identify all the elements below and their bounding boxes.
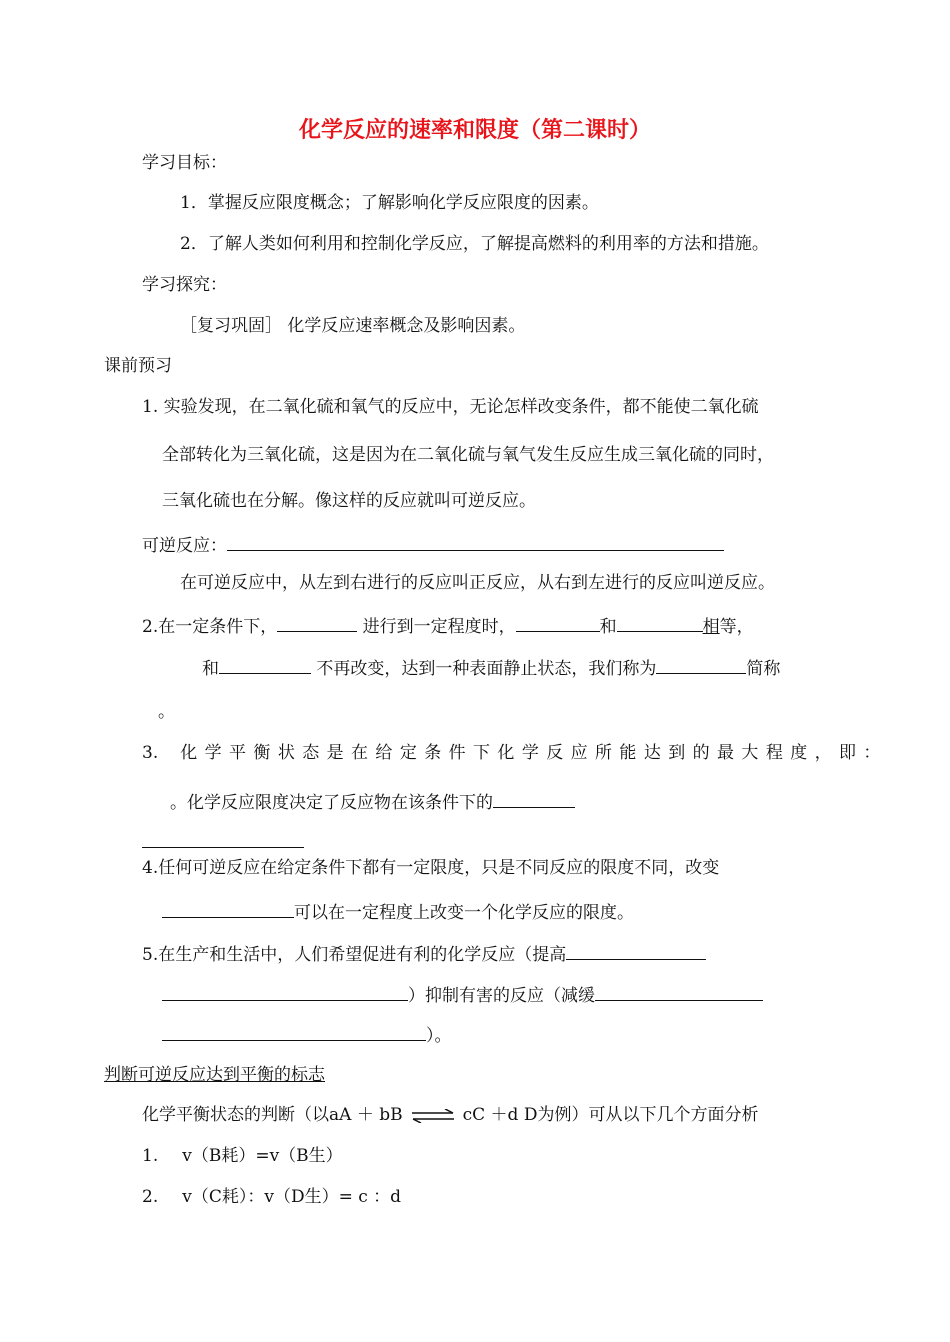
- criterion-number: 2.: [142, 1187, 159, 1207]
- review-line: ［复习巩固］ 化学反应速率概念及影响因素。: [180, 316, 526, 336]
- answer-blank[interactable]: [227, 531, 724, 551]
- answer-blank[interactable]: [162, 981, 408, 1001]
- p2-text-c: 和: [599, 617, 617, 637]
- criterion-item-1: [142, 1144, 343, 1168]
- paragraph-2-line-2: [202, 654, 780, 681]
- equation-left: 化学平衡状态的判断（以aA ＋ bB: [142, 1105, 403, 1125]
- p2-text-e: 等，: [719, 617, 754, 637]
- p3-text-2: 。化学反应限度决定了反应物在该条件下的: [170, 793, 493, 813]
- p4-text: 可以在一定程度上改变一个化学反应的限度。: [294, 903, 634, 923]
- paragraph-4-line-2: [162, 898, 634, 925]
- goals-heading: 学习目标：: [142, 153, 227, 173]
- answer-blank[interactable]: [142, 847, 304, 848]
- paragraph-3-line-1: [142, 741, 888, 765]
- answer-blank[interactable]: [162, 898, 294, 918]
- p5-text-3: ）。: [426, 1026, 452, 1046]
- paragraph-2-end: 。: [158, 702, 175, 722]
- answer-blank[interactable]: [277, 612, 357, 632]
- paragraph-2-line-1: [142, 612, 754, 639]
- paragraph-3-line-2: [170, 788, 575, 815]
- equilibrium-equation-line: [142, 1103, 758, 1127]
- answer-blank[interactable]: [219, 654, 311, 674]
- reversible-note: 在可逆反应中，从左到右进行的反应叫正反应，从右到左进行的反应叫逆反应。: [180, 573, 775, 593]
- answer-blank[interactable]: [566, 940, 706, 960]
- p3-text: 化学平衡状态是在给定条件下化学反应所能达到的最大程度，即：: [180, 743, 888, 763]
- page-title: 化学反应的速率和限度（第二课时）: [298, 118, 651, 143]
- judge-heading: 判断可逆反应达到平衡的标志: [104, 1065, 325, 1085]
- reversible-label: 可逆反应：: [142, 536, 227, 556]
- criterion-text: v（B耗）=v（B生）: [182, 1146, 343, 1166]
- criterion-number: 1.: [142, 1146, 159, 1166]
- paragraph-4-line-1: 4.任何可逆反应在给定条件下都有一定限度，只是不同反应的限度不同，改变: [142, 858, 720, 878]
- paragraph-5-line-3: [162, 1021, 452, 1048]
- answer-blank[interactable]: [656, 654, 746, 674]
- explore-heading: 学习探究：: [142, 275, 227, 295]
- paragraph-1-line-1: 1. 实验发现，在二氧化硫和氧气的反应中，无论怎样改变条件，都不能使二氧化硫: [142, 397, 759, 417]
- answer-blank[interactable]: [595, 981, 763, 1001]
- p2-text-d: 相: [702, 617, 720, 637]
- criterion-item-2: [142, 1185, 401, 1209]
- goal-item-1: 1．掌握反应限度概念；了解影响化学反应限度的因素。: [180, 193, 599, 213]
- p2-text-h: 简称: [746, 659, 781, 679]
- paragraph-5-line-1: [142, 940, 706, 967]
- reversible-definition: [142, 531, 724, 558]
- p5-text-2: ）抑制有害的反应（减缓: [408, 986, 595, 1006]
- criterion-text: v（C耗）：v（D生）= c ：d: [182, 1187, 402, 1207]
- p2-text-f: 和: [202, 659, 219, 679]
- answer-blank[interactable]: [493, 788, 575, 808]
- paragraph-1-line-3: 三氧化硫也在分解。像这样的反应就叫可逆反应。: [162, 491, 536, 511]
- p3-number: 3.: [142, 743, 159, 763]
- preview-heading: 课前预习: [104, 356, 172, 376]
- p2-text-a: 2.在一定条件下，: [142, 617, 278, 637]
- equation-right: cC ＋d D为例）可从以下几个方面分析: [462, 1105, 759, 1125]
- p2-text-g: 不再改变，达到一种表面静止状态，我们称为: [311, 659, 657, 679]
- reversible-arrow-icon: [411, 1109, 455, 1123]
- answer-blank[interactable]: [516, 612, 600, 632]
- paragraph-1-line-2: 全部转化为三氧化硫，这是因为在二氧化硫与氧气发生反应生成三氧化硫的同时，: [162, 445, 774, 465]
- goal-item-2: 2．了解人类如何利用和控制化学反应，了解提高燃料的利用率的方法和措施。: [180, 234, 769, 254]
- p2-text-b: 进行到一定程度时，: [357, 617, 516, 637]
- answer-blank[interactable]: [162, 1021, 426, 1041]
- answer-blank[interactable]: [617, 612, 703, 632]
- paragraph-5-line-2: [162, 981, 763, 1008]
- p5-text-1: 5.在生产和生活中，人们希望促进有利的化学反应（提高: [142, 945, 567, 965]
